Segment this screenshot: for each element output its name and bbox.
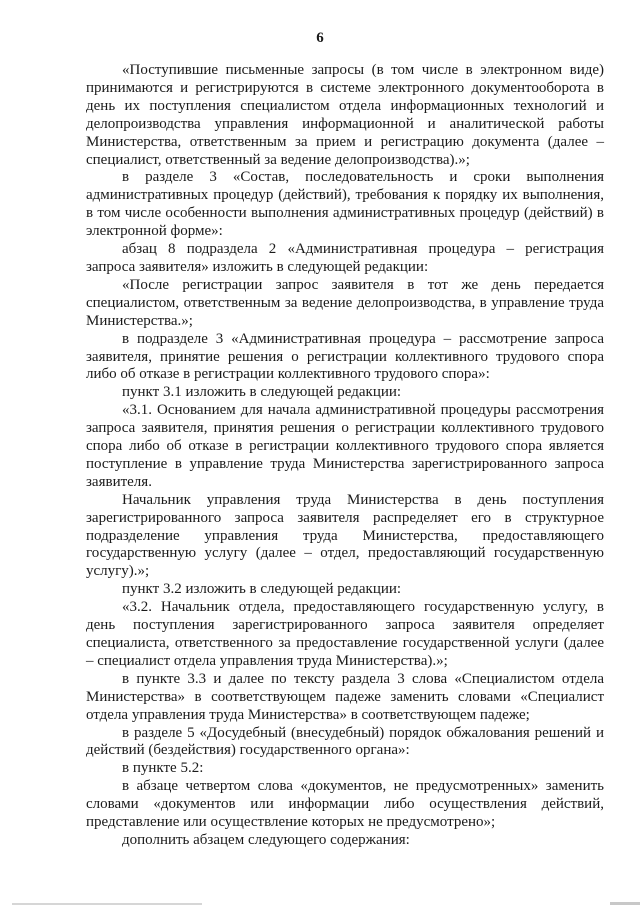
paragraph: пункт 3.1 изложить в следующей редакции:: [122, 384, 402, 401]
paragraph: в пункте 3.3 и далее по тексту раздела 3 слова «Специалистом отдела Министерства» в соответствующем падеже заменить словами «Специалист отдела управления труда Министерства» в соответствующем падеже;: [86, 670, 604, 723]
paragraph: дополнить абзацем следующего содержания:: [122, 831, 410, 848]
paragraph: Начальник управления труда Министерства в день поступления зарегистрированного запроса заявителя распределяет его в структурное подразделение управления труда Министерства, предоставляющего государственную услугу (далее – отдел, предоставляющий государственную услугу).»;: [86, 491, 604, 580]
paragraph: в подразделе 3 «Административная процедура – рассмотрение запроса заявителя, принятие решения о регистрации коллективного трудового спора либо об отказе в регистрации коллективного трудового спора»:: [86, 330, 604, 383]
paragraph: «После регистрации запрос заявителя в тот же день передается специалистом, ответственным за ведение делопроизводства, в управление труда Министерства.»;: [86, 276, 604, 329]
paragraph: в разделе 3 «Состав, последовательность и сроки выполнения административных процедур (действий), требования к порядку их выполнения, в том числе особенности выполнения административных процедур (действий) в электронной форме»:: [86, 169, 604, 240]
page-number: 6: [316, 30, 324, 46]
paragraph: пункт 3.2 изложить в следующей редакции:: [122, 581, 402, 598]
paragraph: в абзаце четвертом слова «документов, не предусмотренных» заменить словами «документов или информации либо осуществления действий, представление или осуществление которых не предусмотрено»;: [86, 778, 604, 831]
paragraph: «3.2. Начальник отдела, предоставляющего государственную услугу, в день поступления зарегистрированного запроса заявителя определяет специалиста, ответственного за предоставление государственной услуги (далее – специалист отдела управления труда Министерства).»;: [86, 599, 604, 669]
document-body: [86, 62, 604, 850]
paragraph: в пункте 5.2:: [122, 760, 204, 777]
paragraph: абзац 8 подраздела 2 «Административная процедура – регистрация запроса заявителя» изложить в следующей редакции:: [86, 241, 604, 275]
paragraph: в разделе 5 «Досудебный (внесудебный) порядок обжалования решений и действий (бездействия) государственного органа»:: [86, 724, 604, 759]
paragraph: «Поступившие письменные запросы (в том числе в электронном виде) принимаются и регистрируются в системе электронного документооборота в день их поступления специалистом отдела информационных технологий и делопроизводства управления информационной и аналитической работы Министерства, ответственным за прием и регистрацию документа (далее – специалист, ответственный за ведение делопроизводства).»;: [86, 62, 604, 168]
paragraph: «3.1. Основанием для начала административной процедуры рассмотрения запроса заявителя, принятия решения о регистрации коллективного трудового спора либо об отказе в регистрации коллективного трудового спора является поступление в управление труда Министерства зарегистрированного запроса заявителя.: [86, 402, 604, 490]
